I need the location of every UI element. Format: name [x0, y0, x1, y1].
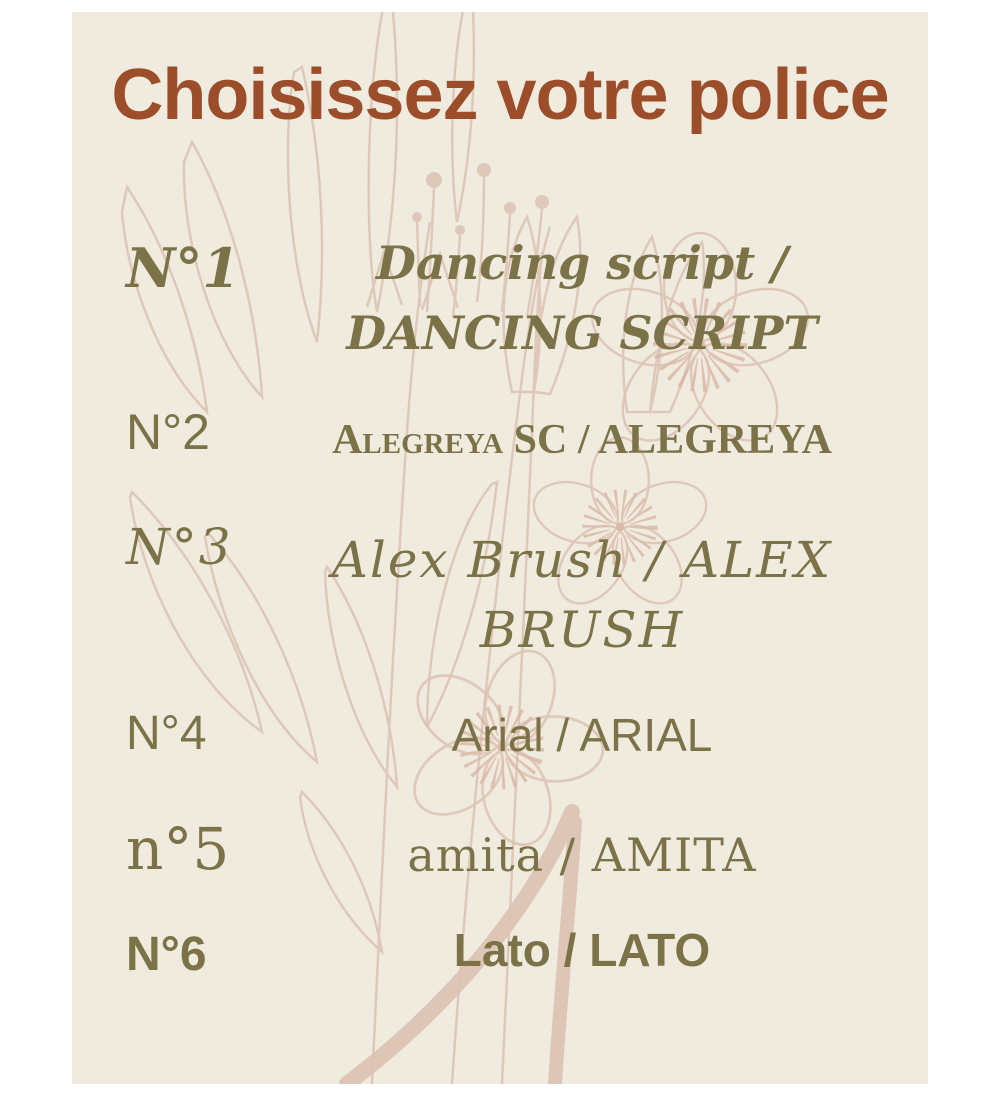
font-number-label-4: N°4: [126, 707, 207, 760]
font-sample-arial: Arial / ARIAL: [451, 709, 713, 761]
font-number-label-6: N°6: [126, 928, 207, 981]
font-sample-dancing-script: Dancing script / DANCING SCRIPT: [346, 236, 818, 360]
font-sample-alegreya-sc: Alegreya SC / ALEGREYA: [332, 417, 832, 463]
page-title: Choisissez votre police: [111, 55, 889, 135]
font-number-label-3: N°3: [126, 518, 233, 576]
font-chart-panel: [72, 12, 928, 1084]
font-sample-alex-brush: Alex Brush / ALEX BRUSH: [331, 531, 833, 659]
font-sample-lato: Lato / LATO: [453, 924, 711, 976]
font-number-label-5: n°5: [126, 815, 230, 883]
font-number-label-2: N°2: [126, 404, 210, 460]
font-sample-amita: amita / AMITA: [407, 828, 757, 882]
font-number-label-1: N°1: [126, 236, 240, 300]
